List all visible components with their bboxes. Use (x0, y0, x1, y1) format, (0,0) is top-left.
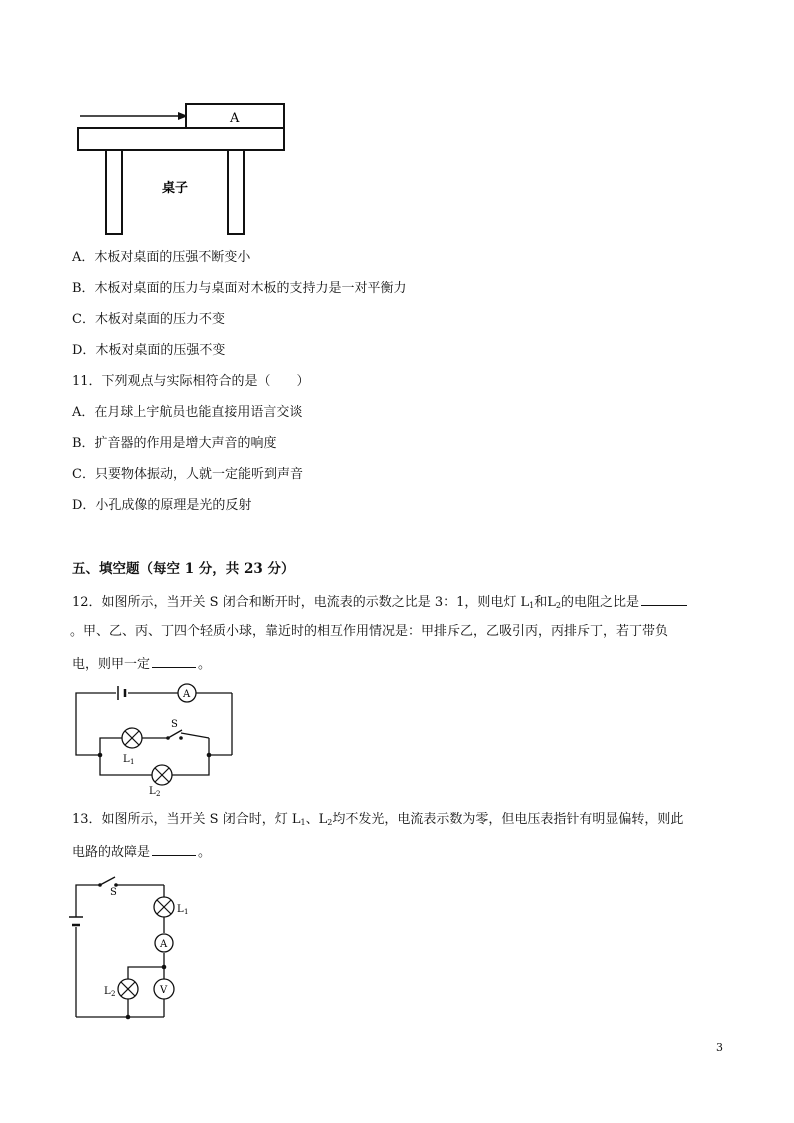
q10-option-b: B．木板对桌面的压力与桌面对木板的支持力是一对平衡力 (72, 281, 407, 296)
q12-line-3 (72, 655, 211, 673)
switch-label: S (171, 719, 178, 730)
q12-circuit-figure (68, 683, 243, 798)
q11-stem: 11．下列观点与实际相符合的是（ ） (72, 374, 310, 389)
table-label: 桌子 (162, 181, 189, 196)
lamp-l1-sub: 1 (130, 758, 135, 766)
q13-blank[interactable] (152, 843, 196, 856)
q12-sub-2: 2 (555, 601, 561, 610)
q11-option-d: D．小孔成像的原理是光的反射 (72, 498, 252, 513)
q13-sub-1: 1 (300, 818, 306, 827)
table-board-figure (74, 98, 289, 238)
q12-line-1 (72, 593, 689, 614)
lamp-l2-label: L (104, 986, 111, 997)
switch-label: S (110, 887, 117, 898)
lamp-l2-sub: 2 (156, 790, 161, 798)
page-number: 3 (716, 1041, 723, 1054)
q13-line-2 (72, 843, 211, 861)
q13-text-b: 、L (305, 812, 328, 827)
ammeter-label: A (160, 939, 168, 950)
junction-top (162, 965, 167, 970)
lamp-l1-label: L (123, 754, 130, 765)
switch-contact-right (179, 736, 183, 740)
lamp-l2-sub: 2 (111, 990, 116, 998)
q12-text-3: 电，则甲一定 (72, 657, 151, 672)
q12-text-b: 和L (534, 595, 556, 610)
junction-left (98, 753, 103, 758)
table-top (78, 128, 284, 150)
q11-option-b: B．扩音器的作用是增大声音的响度 (72, 436, 277, 451)
q11-option-c: C．只要物体振动，人就一定能听到声音 (72, 467, 303, 482)
block-a-label: A (230, 111, 240, 126)
junction-right (207, 753, 212, 758)
q12-text-a: 12．如图所示，当开关 S 闭合和断开时，电流表的示数之比是 3：1，则电灯 L (72, 595, 530, 610)
lamp-l2-label: L (149, 786, 156, 797)
q13-text-a: 13．如图所示，当开关 S 闭合时，灯 L (72, 812, 301, 827)
q12-text-c: 的电阻之比是 (560, 595, 639, 610)
lamp-l1-label: L (177, 904, 184, 915)
ammeter-label: A (183, 689, 191, 700)
q12-line-2: 。甲、乙、丙、丁四个轻质小球，靠近时的相互作用情况是：甲排斥乙，乙吸引丙，丙排斥丁，若丁带负 (70, 624, 669, 639)
voltmeter-label: V (160, 985, 168, 996)
q13-text-2-end: 。 (198, 845, 212, 860)
q12-sub-1: 1 (529, 601, 535, 610)
q13-text-2: 电路的故障是 (72, 845, 151, 860)
q12-blank-1[interactable] (641, 593, 687, 606)
switch-blade (100, 877, 115, 885)
q10-option-a: A．木板对桌面的压强不断变小 (72, 250, 251, 265)
q12-blank-2[interactable] (152, 655, 196, 668)
q13-sub-2: 2 (327, 818, 333, 827)
q12-text-3-end: 。 (198, 657, 212, 672)
table-leg-right (228, 150, 244, 234)
q11-option-a: A．在月球上宇航员也能直接用语言交谈 (72, 405, 303, 420)
q10-option-c: C．木板对桌面的压力不变 (72, 312, 225, 327)
q13-circuit-figure (68, 875, 193, 1025)
section-5-title: 五、填空题（每空 1 分，共 23 分） (72, 561, 295, 577)
q10-option-d: D．木板对桌面的压强不变 (72, 343, 226, 358)
lamp-l1-sub: 1 (184, 908, 189, 916)
q13-text-c: 均不发光，电流表示数为零，但电压表指针有明显偏转，则此 (332, 812, 684, 827)
junction-bottom (126, 1015, 131, 1020)
table-leg-left (106, 150, 122, 234)
q13-line-1 (72, 812, 683, 831)
